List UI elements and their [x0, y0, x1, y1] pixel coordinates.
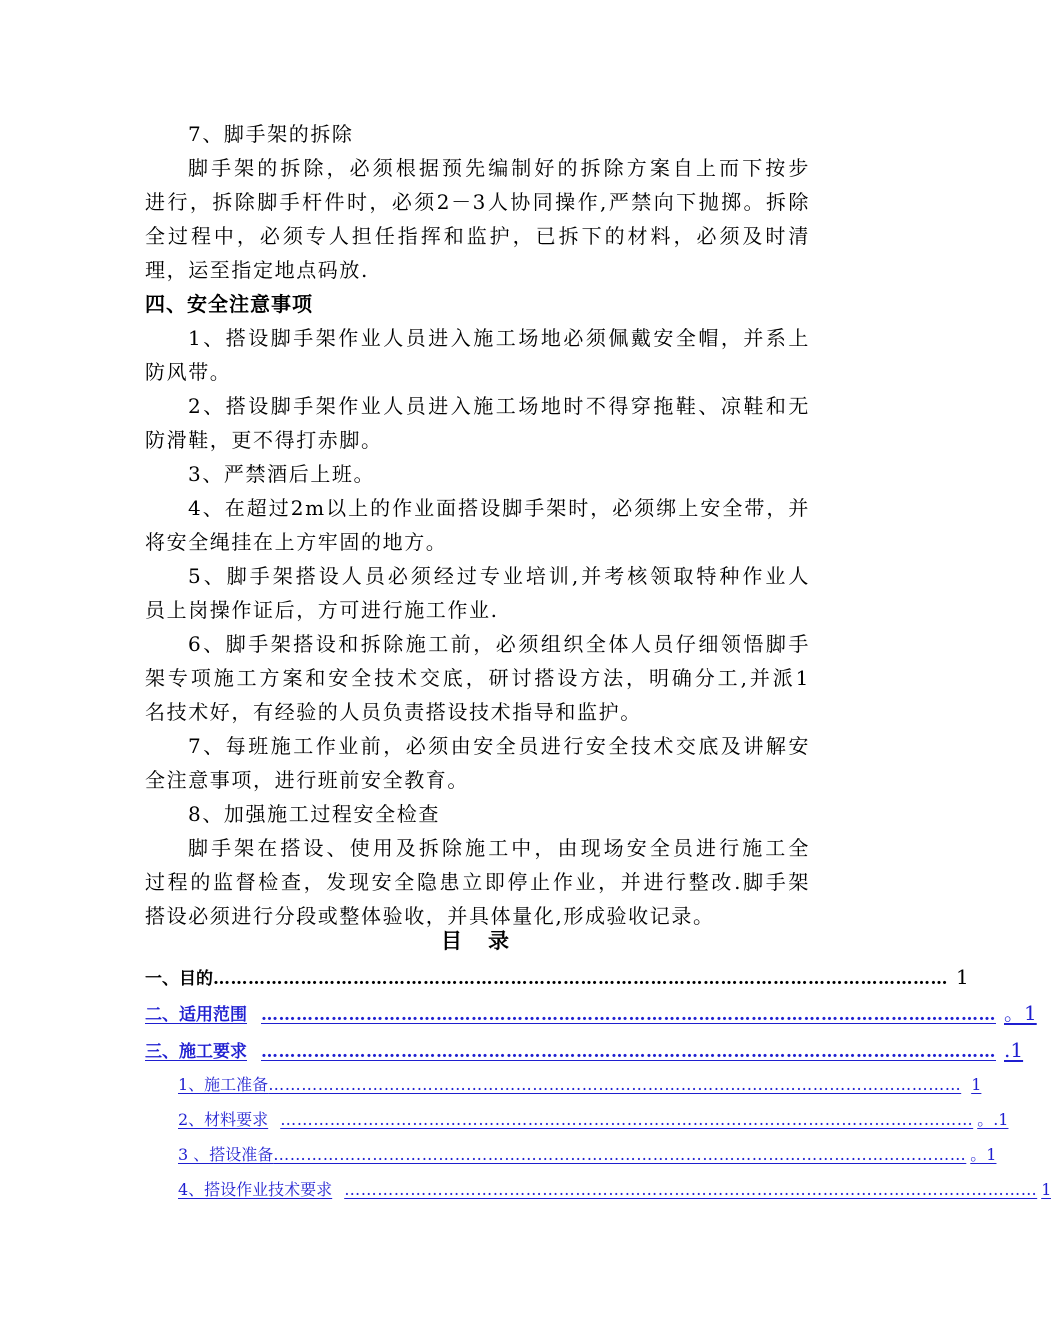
paragraph-line: 7、每班施工作业前，必须由安全员进行安全技术交底及讲解安	[188, 734, 810, 758]
paragraph-line: 全注意事项，进行班前安全教育。	[145, 768, 469, 792]
section-heading-safety: 四、安全注意事项	[145, 292, 313, 316]
toc-page-number: 。.1	[977, 1110, 1009, 1129]
toc-entry-title: 1、施工准备	[178, 1075, 269, 1094]
toc-leader-dots: ………………………………………………………………………………………………………………	[213, 969, 948, 989]
toc-page-number: 1	[956, 965, 969, 989]
toc-leader-dots: ………………………………………………………………………………………………………………	[268, 1075, 962, 1094]
toc-leader-dots: ………………………………………………………………………………………………………………	[273, 1145, 967, 1164]
paragraph-line: 过程的监督检查，发现安全隐患立即停止作业，并进行整改.脚手架	[145, 870, 810, 894]
toc-entry-materials[interactable]	[178, 1106, 1009, 1134]
toc-entry-title: 一、目的	[145, 969, 213, 989]
toc-entry-title: 二、适用范围	[145, 1005, 247, 1025]
toc-entry-title: 三、施工要求	[145, 1042, 247, 1062]
toc-leader-dots: ………………………………………………………………………………………………………………	[280, 1110, 974, 1129]
toc-entry-title: 4、搭设作业技术要求	[178, 1180, 333, 1199]
paragraph-line: 名技术好，有经验的人员负责搭设技术指导和监护。	[145, 700, 642, 724]
paragraph-line: 脚手架的拆除，必须根据预先编制好的拆除方案自上而下按步	[188, 156, 810, 180]
toc-entry-title: 3 、搭设准备	[178, 1145, 274, 1164]
toc-entry-scope[interactable]	[145, 998, 1037, 1030]
paragraph-line: 员上岗操作证后，方可进行施工作业.	[145, 598, 499, 622]
toc-entry-technical[interactable]	[178, 1176, 1051, 1204]
toc-title: 目录	[441, 928, 535, 953]
toc-entry-preparation[interactable]	[178, 1071, 982, 1099]
toc-page-number: .1	[1004, 1038, 1024, 1062]
paragraph-line: 理，运至指定地点码放.	[145, 258, 369, 282]
toc-entry-purpose[interactable]	[145, 962, 969, 994]
paragraph-line: 1、搭设脚手架作业人员进入施工场地必须佩戴安全帽，并系上	[188, 326, 810, 350]
toc-entry-requirements[interactable]	[145, 1035, 1024, 1067]
toc-page-number: 。1	[970, 1145, 997, 1164]
paragraph-line: 5、脚手架搭设人员必须经过专业培训,并考核领取特种作业人	[188, 564, 810, 588]
subsection-heading-dismantling: 7、脚手架的拆除	[188, 122, 354, 146]
paragraph-line: 2、搭设脚手架作业人员进入施工场地时不得穿拖鞋、凉鞋和无	[188, 394, 810, 418]
toc-page-number: 1	[971, 1075, 982, 1094]
toc-page-number: 1	[1041, 1180, 1051, 1199]
toc-page-number: 。1	[1004, 1001, 1037, 1025]
paragraph-line: 8、加强施工过程安全检查	[188, 802, 440, 826]
paragraph-line: 防滑鞋，更不得打赤脚。	[145, 428, 383, 452]
toc-leader-dots: ………………………………………………………………………………………………………………	[261, 1005, 996, 1025]
paragraph-line: 脚手架在搭设、使用及拆除施工中，由现场安全员进行施工全	[188, 836, 810, 860]
toc-leader-dots: ………………………………………………………………………………………………………………	[344, 1180, 1038, 1199]
paragraph-line: 全过程中，必须专人担任指挥和监护，已拆下的材料，必须及时清	[145, 224, 810, 248]
paragraph-line: 将安全绳挂在上方牢固的地方。	[145, 530, 448, 554]
toc-leader-dots: ………………………………………………………………………………………………………………	[261, 1042, 996, 1062]
paragraph-line: 4、在超过2m以上的作业面搭设脚手架时，必须绑上安全带，并	[188, 496, 810, 520]
paragraph-line: 防风带。	[145, 360, 232, 384]
paragraph-line: 6、脚手架搭设和拆除施工前，必须组织全体人员仔细领悟脚手	[188, 632, 810, 656]
paragraph-line: 3、严禁酒后上班。	[188, 462, 376, 486]
toc-entry-setup-prep[interactable]	[178, 1141, 997, 1169]
toc-entry-title: 2、材料要求	[178, 1110, 269, 1129]
paragraph-line: 进行，拆除脚手杆件时，必须2－3人协同操作,严禁向下抛掷。拆除	[145, 190, 810, 214]
paragraph-line: 架专项施工方案和安全技术交底，研讨搭设方法，明确分工,并派1	[145, 666, 810, 690]
paragraph-line: 搭设必须进行分段或整体验收，并具体量化,形成验收记录。	[145, 904, 715, 928]
